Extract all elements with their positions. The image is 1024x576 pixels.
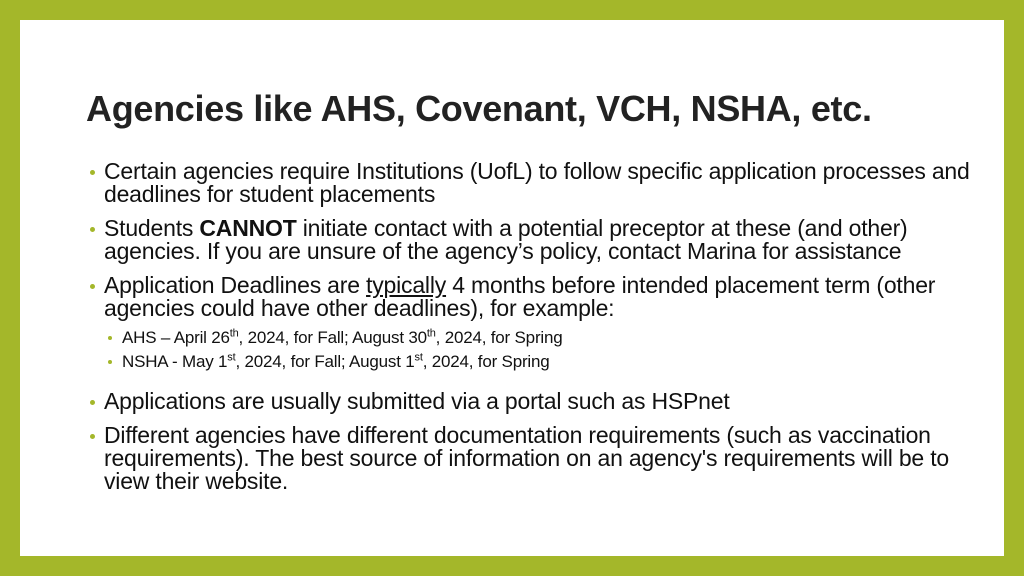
bullet-deadlines: [90, 274, 970, 374]
bullet-text: Different agencies have different documentation requirements (such as vaccination requirements). The best source of information on an agency's requirements will be to view their website.: [104, 422, 949, 494]
ordinal-suffix: st: [414, 351, 423, 364]
bullet-text-post: 4 months before intended placement term (other agencies could have other deadlines), for example:: [104, 272, 936, 321]
bullet-text-pre: Students: [104, 215, 200, 241]
bullet-documentation: [90, 424, 970, 493]
deadline-nsha: [108, 350, 970, 374]
deadline-text: , 2024, for Fall; August 1: [235, 352, 415, 371]
bullet-list: [90, 160, 970, 504]
bullet-no-contact: [90, 217, 970, 263]
deadline-text: , 2024, for Fall; August 30: [238, 328, 427, 347]
ordinal-suffix: th: [229, 327, 239, 340]
deadline-text: , 2024, for Spring: [435, 328, 563, 347]
bullet-portal: [90, 390, 970, 413]
bullet-text-underlined: typically: [366, 272, 447, 298]
bullet-text-emphasis: CANNOT: [199, 215, 297, 241]
deadline-text: , 2024, for Spring: [422, 352, 550, 371]
bullet-agency-processes: [90, 160, 970, 206]
slide: [20, 20, 1004, 556]
deadline-text: AHS – April 26: [122, 328, 230, 347]
deadline-text: NSHA - May 1: [122, 352, 228, 371]
deadline-ahs: [108, 326, 970, 350]
ordinal-suffix: th: [426, 327, 436, 340]
bullet-text-pre: Application Deadlines are: [104, 272, 367, 298]
bullet-text: Applications are usually submitted via a portal such as HSPnet: [104, 388, 730, 414]
bullet-text-post: initiate contact with a potential preceptor at these (and other) agencies. If you are unsure of the agency’s policy, contact Marina for assistance: [104, 215, 908, 264]
ordinal-suffix: st: [227, 351, 236, 364]
bullet-text: Certain agencies require Institutions (UofL) to follow specific application processes and deadlines for student placements: [104, 158, 970, 207]
slide-title: Agencies like AHS, Covenant, VCH, NSHA, etc.: [86, 88, 872, 129]
deadline-examples: [108, 326, 970, 374]
